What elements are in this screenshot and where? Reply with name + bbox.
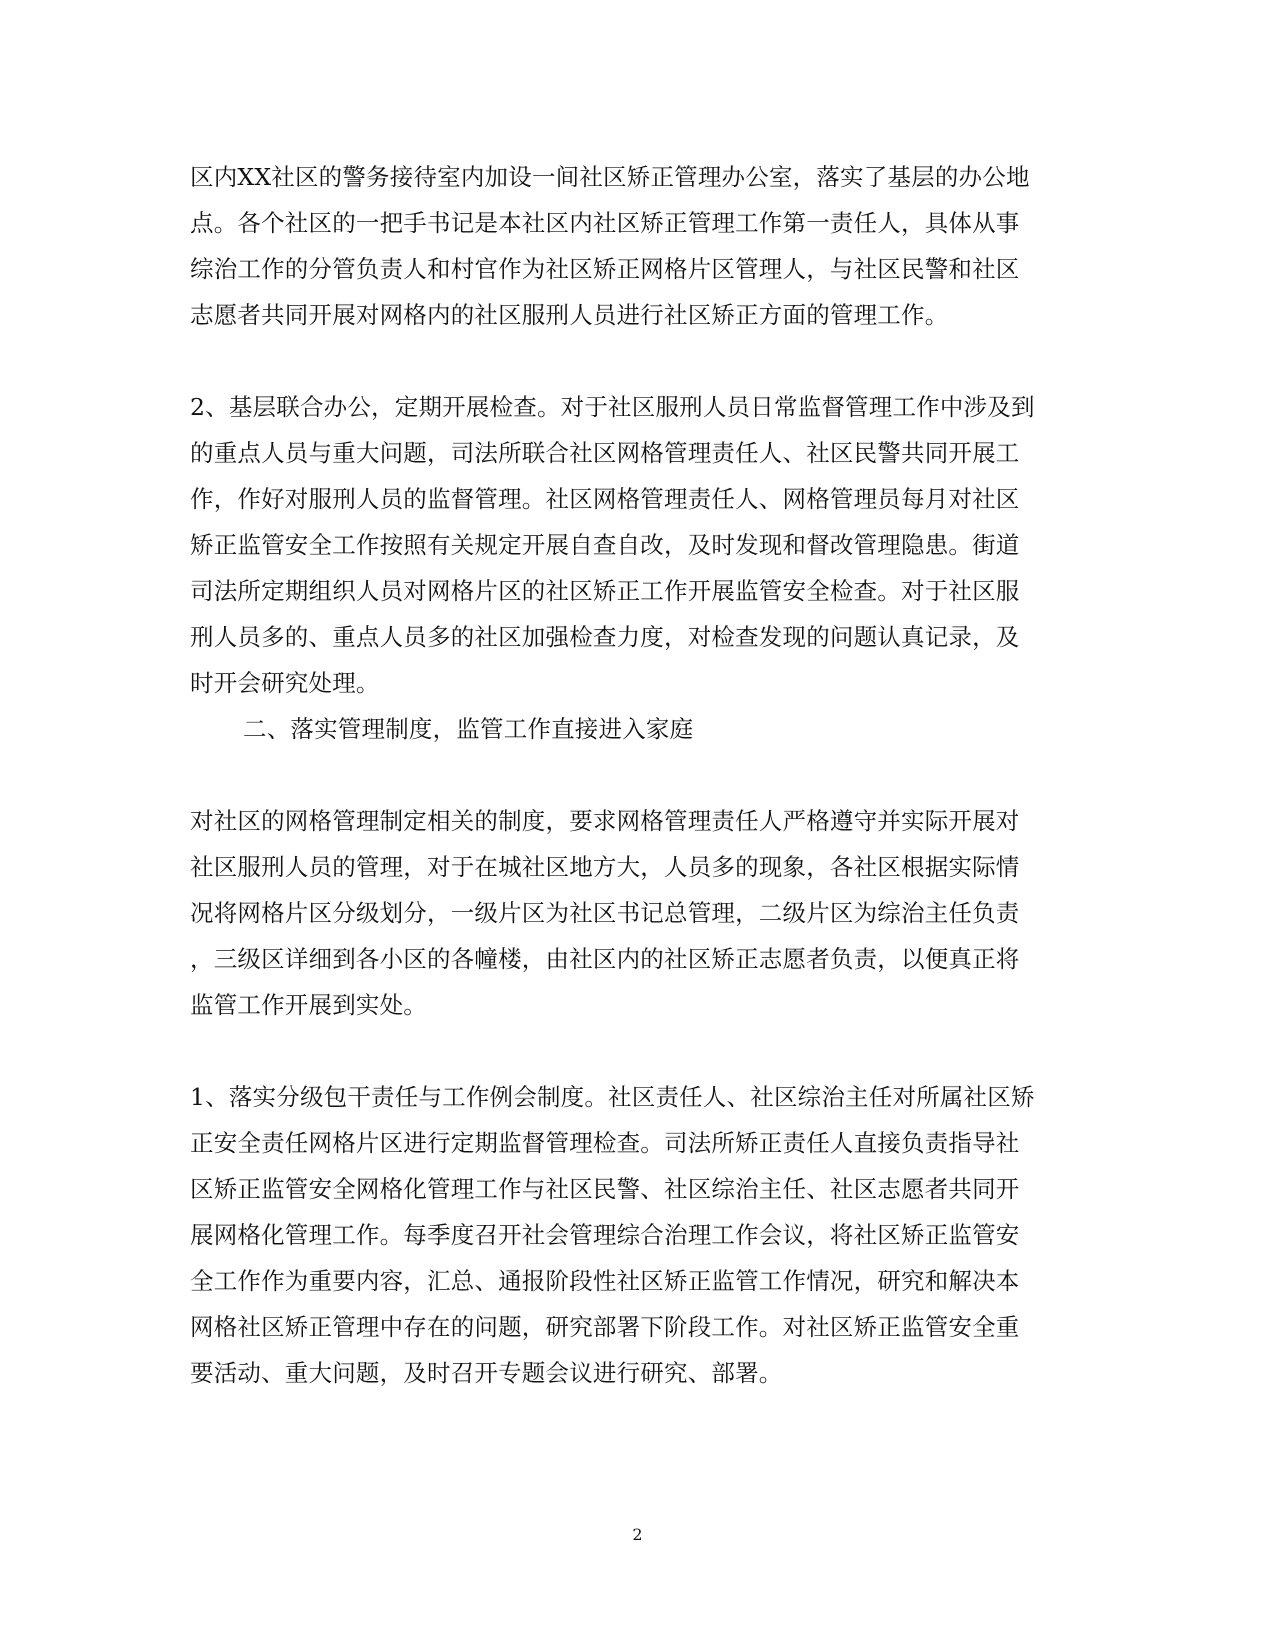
paragraph-4-line-7: 要活动、重大问题，及时召开专题会议进行研究、部署。 [190, 1359, 783, 1387]
paragraph-1-line-1: 区内XX社区的警务接待室内加设一间社区矫正管理办公室，落实了基层的办公地 [190, 163, 1030, 191]
paragraph-2-line-2: 的重点人员与重大问题，司法所联合社区网格管理责任人、社区民警共同开展工 [190, 439, 1020, 467]
page-number: 2 [632, 1525, 643, 1544]
section-heading: 二、落实管理制度，监管工作直接进入家庭 [243, 715, 694, 743]
paragraph-2-line-4: 矫正监管安全工作按照有关规定开展自查自改，及时发现和督改管理隐患。街道 [190, 531, 1020, 559]
paragraph-4-line-2: 正安全责任网格片区进行定期监督管理检查。司法所矫正责任人直接负责指导社 [190, 1129, 1020, 1157]
paragraph-1-line-2: 点。各个社区的一把手书记是本社区内社区矫正管理工作第一责任人，具体从事 [190, 209, 1020, 237]
paragraph-4-line-5: 全工作作为重要内容，汇总、通报阶段性社区矫正监管工作情况，研究和解决本 [190, 1267, 1020, 1295]
paragraph-2-line-7: 时开会研究处理。 [190, 669, 380, 697]
paragraph-4-line-3: 区矫正监管安全网格化管理工作与社区民警、社区综治主任、社区志愿者共同开 [190, 1175, 1020, 1203]
paragraph-4-line-4: 展网格化管理工作。每季度召开社会管理综合治理工作会议，将社区矫正监管安 [190, 1221, 1020, 1249]
paragraph-4-line-1: 1、落实分级包干责任与工作例会制度。社区责任人、社区综治主任对所属社区矫 [190, 1083, 1035, 1111]
paragraph-3-line-3: 况将网格片区分级划分，一级片区为社区书记总管理，二级片区为综治主任负责 [190, 899, 1020, 927]
paragraph-3-line-1: 对社区的网格管理制定相关的制度，要求网格管理责任人严格遵守并实际开展对 [190, 807, 1020, 835]
paragraph-1-line-3: 综治工作的分管负责人和村官作为社区矫正网格片区管理人，与社区民警和社区 [190, 255, 1020, 283]
paragraph-2-line-1: 2、基层联合办公，定期开展检查。对于社区服刑人员日常监督管理工作中涉及到 [190, 393, 1035, 421]
paragraph-2-line-3: 作，作好对服刑人员的监督管理。社区网格管理责任人、网格管理员每月对社区 [190, 485, 1020, 513]
paragraph-4-line-6: 网格社区矫正管理中存在的问题，研究部署下阶段工作。对社区矫正监管安全重 [190, 1313, 1020, 1341]
paragraph-3-line-2: 社区服刑人员的管理，对于在城社区地方大，人员多的现象，各社区根据实际情 [190, 853, 1020, 881]
paragraph-3-line-4: ，三级区详细到各小区的各幢楼，由社区内的社区矫正志愿者负责，以便真正将 [190, 945, 1020, 973]
paragraph-2-line-5: 司法所定期组织人员对网格片区的社区矫正工作开展监管安全检查。对于社区服 [190, 577, 1020, 605]
paragraph-3-line-5: 监管工作开展到实处。 [190, 991, 427, 1019]
paragraph-2-line-6: 刑人员多的、重点人员多的社区加强检查力度，对检查发现的问题认真记录，及 [190, 623, 1020, 651]
paragraph-1-line-4: 志愿者共同开展对网格内的社区服刑人员进行社区矫正方面的管理工作。 [190, 301, 949, 329]
